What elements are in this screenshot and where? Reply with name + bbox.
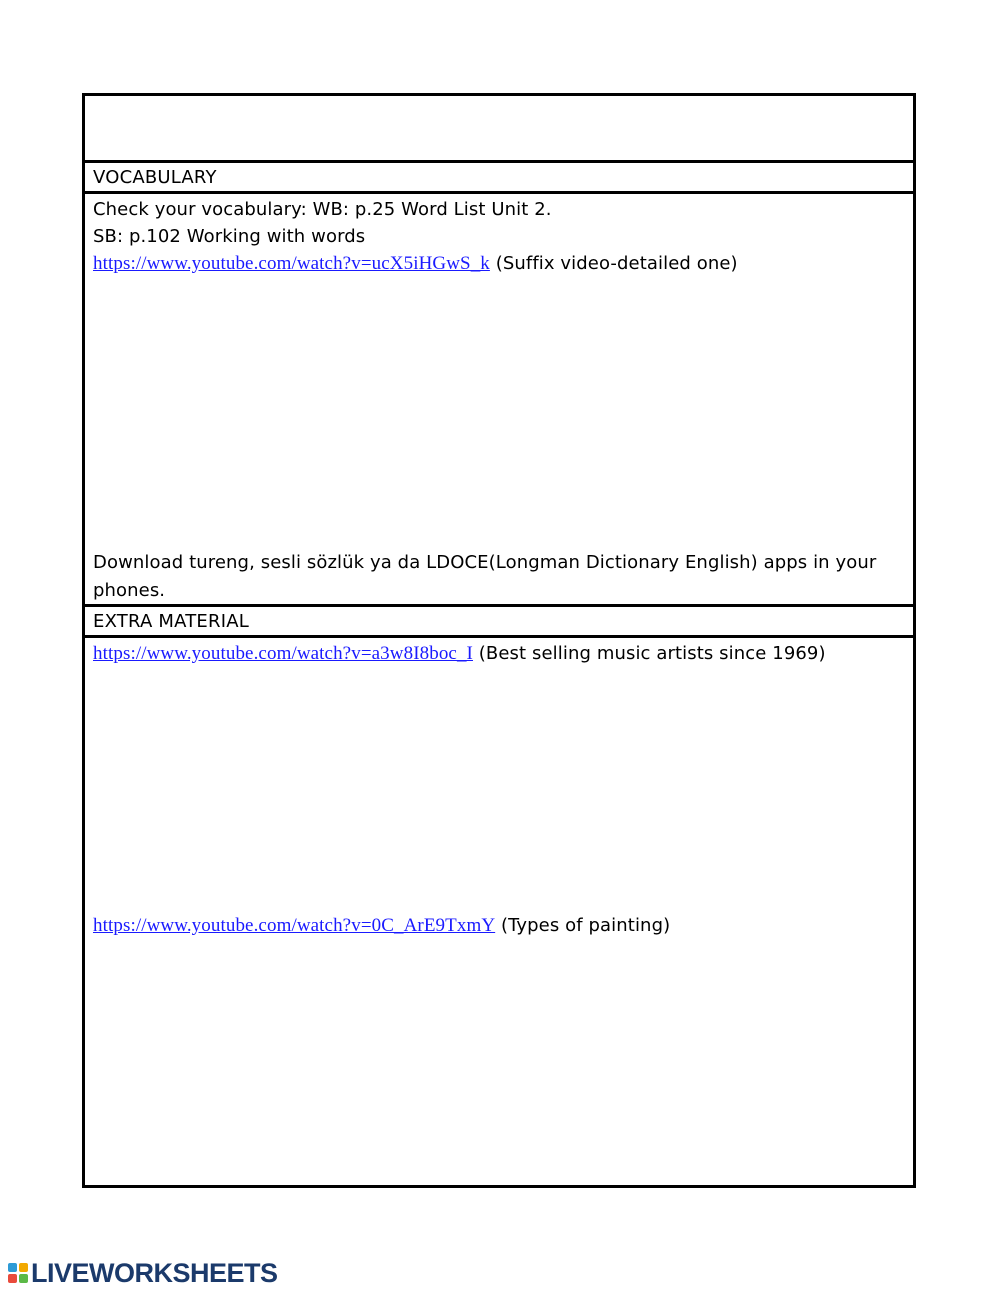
extra-material-header-row [85,607,913,638]
logo-square [19,1274,28,1283]
logo-square [19,1263,28,1272]
extra-material-heading: EXTRA MATERIAL [93,611,249,632]
title-row [85,96,913,163]
music-artists-note: (Best selling music artists since 1969) [472,643,826,664]
download-apps-note: Download tureng, sesli sözlük ya da LDOCE(Longman Dictionary English) apps in your phones. [93,552,877,601]
suffix-video-note: (Suffix video-detailed one) [489,253,738,274]
extra-material-body [85,638,913,1188]
logo-text: LIVEWORKSHEETS [31,1258,278,1288]
vocabulary-link-line [93,253,738,275]
vocabulary-sb-line: SB: p.102 Working with words [93,226,366,247]
vocabulary-heading: VOCABULARY [93,167,217,188]
music-artists-link[interactable]: https://www.youtube.com/watch?v=a3w8I8boc_I [93,643,473,664]
painting-types-link[interactable]: https://www.youtube.com/watch?v=0C_ArE9TxmY [93,915,496,936]
logo-square [8,1274,17,1283]
logo-squares-icon [8,1263,28,1283]
liveworksheets-logo [8,1259,278,1287]
vocabulary-body [85,194,913,607]
music-artists-link-line [93,643,826,665]
logo-square [8,1263,17,1272]
vocabulary-header-row [85,163,913,194]
painting-types-note: (Types of painting) [495,915,671,936]
vocabulary-check-line: Check your vocabulary: WB: p.25 Word List Unit 2. [93,199,552,220]
painting-types-link-line [93,915,670,937]
suffix-video-link[interactable]: https://www.youtube.com/watch?v=ucX5iHGwS_k [93,253,490,274]
worksheet-table [82,93,916,1188]
